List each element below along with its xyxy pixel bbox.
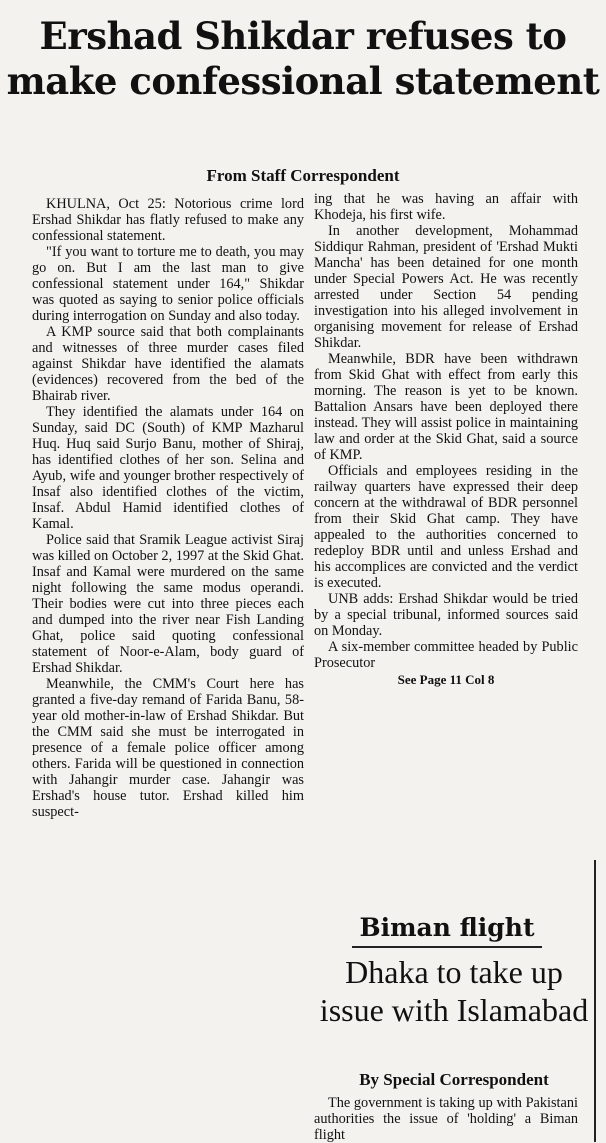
paragraph: Officials and employees residing in the railway quarters have expressed their deep concern at the withdrawal of BDR personnel from their Skid Ghat camp. They have appealed to the authorities concerned to redeploy BDR until and unless Ershad and his accomplices are convicted and the verdict is executed.	[314, 463, 578, 591]
paragraph: The government is taking up with Pakistani authorities the issue of 'holding' a Biman flight	[314, 1095, 578, 1143]
paragraph: A six-member committee headed by Public Prosecutor	[314, 639, 578, 671]
paragraph: Meanwhile, BDR have been withdrawn from Skid Ghat with effect from early this morning. The reason is yet to be known. Battalion Ansars have been deployed there instead. They will assist police in maintaining law and order at the Skid Ghat, said a source of KMP.	[314, 351, 578, 463]
sidebar-byline: By Special Correspondent	[359, 1070, 549, 1089]
paragraph: UNB adds: Ershad Shikdar would be tried by a special tribunal, informed sources said on Monday.	[314, 591, 578, 639]
paragraph: Meanwhile, the CMM's Court here has granted a five-day remand of Farida Banu, 58-year old mother-in-law of Ershad Shikdar. But the CMM said she must be interrogated in presence of a female police officer among others. Farida will be questioned in connection with Jahangir murder case. Jahangir was Ershad's house tutor. Ershad killed him suspect-	[32, 676, 304, 820]
article-column-1	[32, 196, 304, 820]
article-column-2	[314, 191, 578, 688]
paragraph: "If you want to torture me to death, you may go on. But I am the last man to give confessional statement under 164," Shikdar was quoted as saying to senior police officials during interrogation on Sunday and also today.	[32, 244, 304, 324]
column-rule	[594, 860, 596, 1142]
paragraph: Police said that Sramik League activist Siraj was killed on October 2, 1997 at the Skid Ghat. Insaf and Kamal were murdered on the same night following the same modus operandi. Their bodies were cut into three pieces each and dumped into the river near Fish Landing Ghat, police said quoting confessional statement of Noor-e-Alam, body guard of Ershad Shikdar.	[32, 532, 304, 676]
continuation-jump: See Page 11 Col 8	[397, 672, 495, 687]
paragraph: A KMP source said that both complainants and witnesses of three murder cases filed against Shikdar have identified the alamats (evidences) recovered from the bed of the Bhairab river.	[32, 324, 304, 404]
paragraph: ing that he was having an affair with Khodeja, his first wife.	[314, 191, 578, 223]
paragraph: KHULNA, Oct 25: Notorious crime lord Ershad Shikdar has flatly refused to make any confessional statement.	[32, 196, 304, 244]
article-headline: Ershad Shikdar refuses to make confessional statement	[6, 14, 600, 103]
sidebar-body	[314, 1095, 578, 1143]
paragraph: They identified the alamats under 164 on Sunday, said DC (South) of KMP Mazharul Huq. Huq said Surjo Banu, mother of Shiraj, has identified clothes of her son. Selina and Ayub, wife and younger brother respectively of Insaf also identified clothes of the victim, Insaf. Abdul Hamid identified clothes of Kamal.	[32, 404, 304, 532]
paragraph: In another development, Mohammad Siddiqur Rahman, president of 'Ershad Mukti Mancha' has been detained for one month under Special Powers Act. He was recently arrested under Section 54 pending investigation into his alleged involvement in organising movement for release of Ershad Shikdar.	[314, 223, 578, 351]
article-byline: From Staff Correspondent	[206, 166, 400, 185]
sidebar-headline: Dhaka to take up issue with Islamabad	[319, 954, 589, 1028]
sidebar-kicker: Biman flight	[352, 912, 542, 948]
